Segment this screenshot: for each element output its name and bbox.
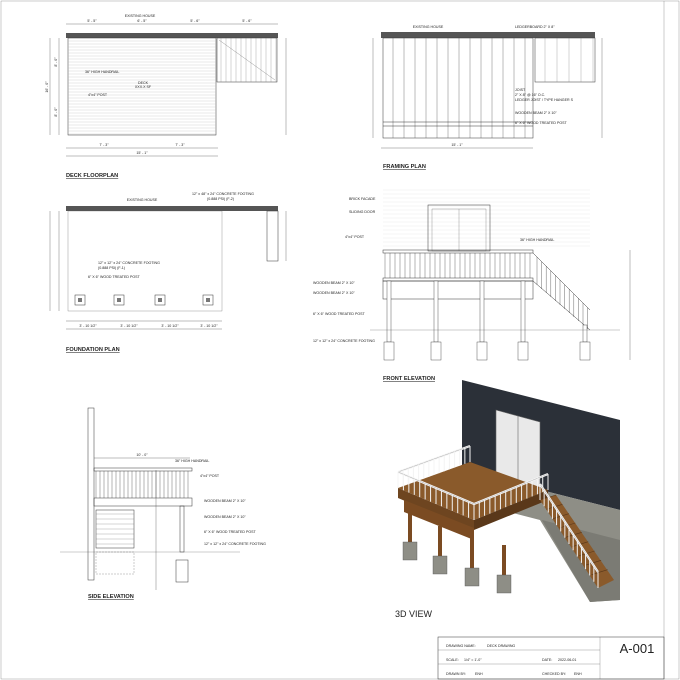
floorplan-dim-bottom-1: 7' - 3" bbox=[99, 143, 109, 147]
post bbox=[583, 325, 587, 342]
floorplan-dim-left-1: 8' - 0" bbox=[54, 57, 58, 67]
framing-house-wall bbox=[381, 32, 595, 38]
front-door-label: SLIDING DOOR bbox=[349, 210, 376, 214]
framing-joist-size: 2" X 8" @ 16" O.C. bbox=[515, 93, 546, 97]
post-square bbox=[117, 298, 121, 302]
front-stair-balusters bbox=[537, 257, 588, 329]
post-square bbox=[158, 298, 162, 302]
side-stair-footing bbox=[96, 552, 134, 574]
floorplan-post-label: 4"x4" POST bbox=[88, 93, 108, 97]
front-posts bbox=[384, 281, 590, 360]
side-beam1-label: WOODEN BEAM 2" X 10" bbox=[204, 499, 246, 503]
foundation-post-label: 6" X 6" WOOD TREATED POST bbox=[88, 275, 140, 279]
front-deck-rim bbox=[383, 278, 533, 281]
title-block-scale: 1/4" = 1'-0" bbox=[464, 658, 482, 662]
3d-view bbox=[395, 380, 620, 619]
side-footing-label: 12" x 12" x 24" CONCRETE FOOTING bbox=[204, 542, 266, 546]
front-balusters bbox=[385, 253, 530, 278]
front-post6-label: 6" X 6" WOOD TREATED POST bbox=[313, 312, 365, 316]
front-beam bbox=[383, 281, 533, 299]
footing bbox=[580, 342, 590, 360]
framing-stair-stringers bbox=[545, 38, 593, 82]
framing-post-label: 6" X 6" WOOD TREATED POST bbox=[515, 121, 567, 125]
side-elevation bbox=[60, 408, 266, 600]
framing-plan bbox=[373, 25, 602, 170]
title-block-checked: ENH bbox=[574, 672, 582, 676]
side-deck-rim bbox=[94, 498, 192, 506]
floorplan-stair-arrow bbox=[219, 40, 275, 80]
framing-joist-label: JOIST bbox=[515, 88, 526, 92]
3d-footing bbox=[403, 542, 417, 560]
foundation-footing-top-label: 12" x 48" x 24" CONCRETE FOOTING bbox=[192, 192, 254, 196]
floorplan-dim-bottom-2: 7' - 3" bbox=[175, 143, 185, 147]
floorplan-dim-top-2: 6' - 5" bbox=[137, 19, 147, 23]
front-beam1-label: WOODEN BEAM 2" X 10" bbox=[313, 281, 355, 285]
floorplan-stair-treads bbox=[221, 38, 276, 82]
floorplan-deck-area: XXX.X SF bbox=[134, 85, 152, 89]
side-title: SIDE ELEVATION bbox=[88, 594, 134, 600]
floorplan-dim-top-1: 5' - 5" bbox=[87, 19, 97, 23]
title-block-date-label: DATE: bbox=[542, 658, 553, 662]
post bbox=[480, 281, 484, 342]
3d-footing bbox=[433, 556, 447, 574]
side-handrail-label: 36" HIGH HANDRAIL bbox=[175, 459, 210, 463]
foundation-footings bbox=[75, 295, 213, 305]
framing-outline bbox=[383, 38, 533, 138]
3d-post bbox=[470, 538, 474, 568]
foundation-dim-2: 3' - 10 1/2" bbox=[120, 324, 138, 328]
3d-post bbox=[438, 526, 442, 556]
foundation-stair-footing bbox=[267, 211, 278, 261]
floorplan-dim-left-total: 16' - 0" bbox=[45, 81, 49, 93]
floorplan-handrail-label: 36" HIGH HANDRAIL bbox=[85, 70, 120, 74]
foundation-dim-4: 3' - 10 1/2" bbox=[200, 324, 218, 328]
post bbox=[434, 281, 438, 342]
front-beam2-label: WOODEN BEAM 2" X 10" bbox=[313, 291, 355, 295]
floorplan-title: DECK FLOORPLAN bbox=[66, 173, 119, 179]
side-post6-label: 6" X 6" WOOD TREATED POST bbox=[204, 530, 256, 534]
front-top-rail bbox=[383, 250, 533, 253]
footing bbox=[431, 342, 441, 360]
front-facade-label: BRICK FACADE bbox=[349, 197, 376, 201]
foundation-footing-top-sub: (0.888 PSI) (F-2) bbox=[207, 197, 234, 201]
front-title: FRONT ELEVATION bbox=[383, 376, 435, 382]
framing-dim-total: 15' - 1" bbox=[451, 143, 463, 147]
floorplan-dim-total: 15' - 1" bbox=[136, 151, 148, 155]
framing-ledger-label: LEDGERBOARD 2" X 8" bbox=[515, 25, 555, 29]
side-stair-treads bbox=[96, 514, 134, 544]
framing-joist-hanger: LEDGER JOIST / TYPE HANGER S bbox=[515, 98, 573, 102]
foundation-dim-3: 3' - 10 1/2" bbox=[161, 324, 179, 328]
post bbox=[521, 281, 525, 342]
front-brick-facade bbox=[383, 190, 590, 246]
front-footing-label: 12" x 12" x 24" CONCRETE FOOTING bbox=[313, 339, 375, 343]
foundation-footing-label: 12" x 12" x 24" CONCRETE FOOTING bbox=[98, 261, 160, 265]
front-handrail-label: 36" HIGH HANDRAIL bbox=[520, 238, 555, 242]
floorplan-house-wall bbox=[66, 33, 278, 38]
footing bbox=[518, 342, 528, 360]
title-block-drawn-label: DRAWN BY: bbox=[446, 672, 467, 676]
front-elevation bbox=[313, 190, 630, 382]
title-block-scale-label: SCALE: bbox=[446, 658, 459, 662]
side-dim-top: 10' - 0" bbox=[136, 453, 148, 457]
post-square bbox=[206, 298, 210, 302]
deck-floorplan bbox=[45, 14, 286, 179]
footing bbox=[477, 342, 487, 360]
3d-footing bbox=[465, 568, 479, 586]
floorplan-dim-top-4: 5' - 6" bbox=[242, 19, 252, 23]
3d-post bbox=[502, 545, 506, 575]
framing-stairs bbox=[535, 38, 595, 82]
post-square bbox=[78, 298, 82, 302]
title-block-drawing-name-label: DRAWING NAME: bbox=[446, 644, 476, 648]
front-post-label: 4"x4" POST bbox=[345, 235, 365, 239]
title-block-drawing-name: DECK DRAWING bbox=[487, 644, 516, 648]
floorplan-deck-label: DECK bbox=[138, 81, 148, 85]
3d-post bbox=[408, 512, 412, 542]
foundation-existing-house: EXISTING HOUSE bbox=[126, 198, 158, 202]
floorplan-dim-top-3: 5' - 6" bbox=[190, 19, 200, 23]
post bbox=[387, 281, 391, 342]
title-block-drawn: ENH bbox=[475, 672, 483, 676]
side-beam2-label: WOODEN BEAM 2" X 10" bbox=[204, 515, 246, 519]
title-block-checked-label: CHECKED BY: bbox=[542, 672, 567, 676]
foundation-dim-1: 3' - 10 1/2" bbox=[79, 324, 97, 328]
framing-existing-house: EXISTING HOUSE bbox=[412, 25, 444, 29]
footing bbox=[384, 342, 394, 360]
framing-beam-label: WOODEN BEAM 2" X 10" bbox=[515, 111, 557, 115]
floorplan-dim-left-2: 8' - 0" bbox=[54, 107, 58, 117]
foundation-title: FOUNDATION PLAN bbox=[66, 347, 120, 353]
3d-view-title: 3D VIEW bbox=[395, 609, 433, 619]
side-house-wall bbox=[88, 408, 94, 580]
framing-title: FRAMING PLAN bbox=[383, 164, 426, 170]
side-post-label: 4"x4" POST bbox=[200, 474, 220, 478]
side-balusters bbox=[96, 471, 188, 498]
framing-joists bbox=[393, 38, 525, 138]
3d-footing bbox=[497, 575, 511, 593]
title-block-sheet-number: A-001 bbox=[619, 641, 655, 656]
side-top-rail bbox=[94, 468, 192, 471]
floorplan-existing-house: EXISTING HOUSE bbox=[124, 14, 156, 18]
side-post bbox=[180, 506, 184, 552]
side-post-footing bbox=[176, 560, 188, 582]
foundation-plan bbox=[50, 192, 286, 353]
title-block-date: 2022-06-01 bbox=[558, 658, 577, 662]
foundation-footing-sub: (0.888 PSI) (F-1) bbox=[98, 266, 125, 270]
foundation-house-wall bbox=[66, 206, 278, 211]
title-block bbox=[438, 637, 664, 679]
